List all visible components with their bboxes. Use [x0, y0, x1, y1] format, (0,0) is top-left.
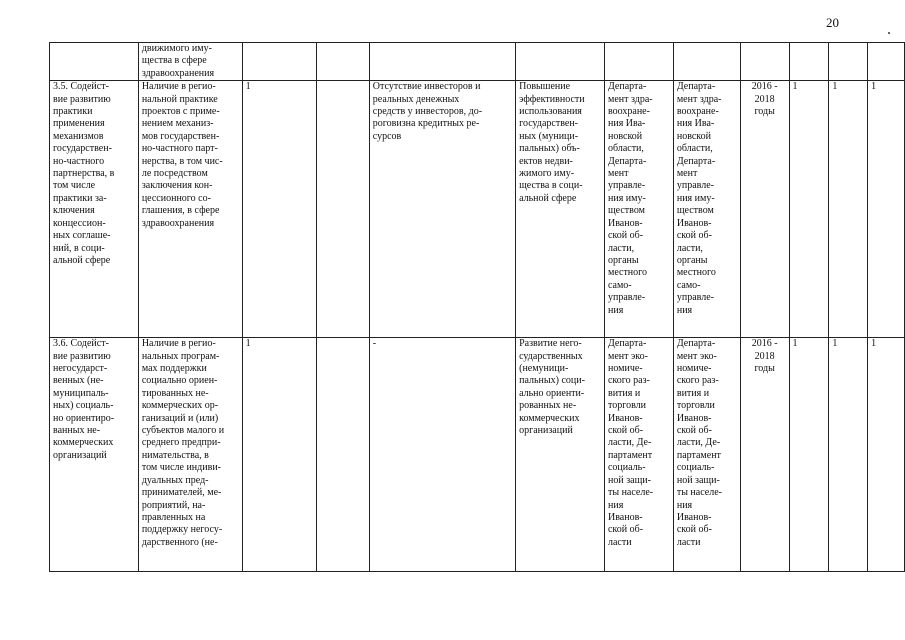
scan-speck	[888, 32, 890, 34]
years-cell	[740, 81, 789, 338]
value-text: 1	[832, 338, 838, 350]
responsible-cell	[604, 338, 673, 572]
indicator-cell	[138, 81, 242, 338]
table-cell	[369, 43, 515, 81]
table-cell	[673, 43, 740, 81]
number-text: 1	[245, 81, 251, 93]
value-text: 1	[871, 81, 877, 93]
responsible-text: Департа- мент здра- воохране- ния Ива- новской области, Департа- мент управле- ния иму- ществом Иванов- ской об- ласти, органы местного само- управле- ния	[607, 81, 653, 316]
empty-cell	[317, 81, 370, 338]
value-cell	[868, 81, 905, 338]
responsible-text: Департа- мент эко- номиче- ского раз- вития и торговли Иванов- ской об- ласти, Де- партамент социаль- ной защи- ты населе- ния Иванов- ской об- ласти	[607, 338, 654, 548]
table-row-3-6	[50, 338, 905, 572]
result-cell	[516, 81, 605, 338]
measure-cell	[50, 338, 139, 572]
empty-cell	[317, 338, 370, 572]
value-cell	[789, 81, 829, 338]
years-cell	[740, 338, 789, 572]
problems-cell	[369, 338, 515, 572]
problems-text: Отсутствие инвесторов и реальных денежных средств у инвесторов, до- роговизна кредитных ре- сурсов	[372, 81, 483, 142]
measure-text: 3.6. Содейст- вие развитию негосударст- венных (не- муниципаль- ных) социаль- но ориентиро- ванных не- коммерческих организаций	[53, 338, 115, 461]
value-cell	[829, 81, 868, 338]
coexecutor-text: Департа- мент здра- воохране- ния Ива- новской области, Департа- мент управле- ния иму- ществом Иванов- ской об- ласти, органы местного само- управле- ния	[676, 81, 722, 316]
table-cell	[789, 43, 829, 81]
table-cell	[740, 43, 789, 81]
coexecutor-cell	[673, 338, 740, 572]
continuation-indicator-text: движимого иму- щества в сфере здравоохранения	[141, 43, 215, 79]
value-cell	[829, 338, 868, 572]
number-text: 1	[245, 338, 251, 350]
value-text: 1	[792, 338, 798, 350]
number-cell	[242, 81, 317, 338]
result-text: Повышение эффективности использования государствен- ных (муници- пальных) объ- ектов недви- жимого иму- щества в соци- альной сфере	[519, 81, 585, 204]
table-cell	[868, 43, 905, 81]
table-cell	[317, 43, 370, 81]
result-cell	[516, 338, 605, 572]
value-cell	[868, 338, 905, 572]
value-text: 1	[792, 81, 798, 93]
table-cell	[604, 43, 673, 81]
value-text: 1	[871, 338, 877, 350]
table-cell	[50, 43, 139, 81]
page-number: 20	[826, 15, 839, 30]
problems-cell	[369, 81, 515, 338]
indicator-cell	[138, 338, 242, 572]
indicator-text: Наличие в регио- нальных програм- мах поддержки социально ориен- тированных не- коммерческих ор- ганизаций и (или) субъектов малого и среднего предпри- нимательства, в том числе индиви- дуальных пред- принимателей, ме- роприятий, на- правленных на поддержку негосу- дарственного (не-	[141, 338, 225, 548]
table-cell	[516, 43, 605, 81]
number-cell	[242, 338, 317, 572]
value-text: 1	[832, 81, 838, 93]
table-row-3-5	[50, 81, 905, 338]
value-cell	[789, 338, 829, 572]
responsible-cell	[604, 81, 673, 338]
years-text: 2016 - 2018 годы	[751, 338, 778, 375]
result-text: Развитие него- сударственных (немуници- пальных) соци- ально ориенти- рованных не- коммерческих организаций	[519, 338, 585, 437]
indicator-text: Наличие в регио- нальной практике проектов с приме- нением механиз- мов государствен- но-частного парт- нерства, в том чис- ле посредством заключения кон- цессионного со- глашения, в сфере здравоохранения	[141, 81, 223, 229]
years-text: 2016 - 2018 годы	[751, 81, 778, 118]
table-cell	[138, 43, 242, 81]
table-cell	[829, 43, 868, 81]
problems-text: -	[372, 338, 377, 350]
table-cell	[242, 43, 317, 81]
measure-cell	[50, 81, 139, 338]
coexecutor-text: Департа- мент эко- номиче- ского раз- вития и торговли Иванов- ской об- ласти, Де- партамент социаль- ной защи- ты населе- ния Иванов- ской об- ласти	[676, 338, 722, 548]
coexecutor-cell	[673, 81, 740, 338]
table-row-continuation	[50, 43, 905, 81]
measure-text: 3.5. Содейст- вие развитию практики применения механизмов государствен- но-частного партнерства, в том числе практики за- ключения концессион- ных соглаше- ний, в соци- альной сфере	[53, 81, 115, 266]
measures-table	[49, 42, 905, 572]
